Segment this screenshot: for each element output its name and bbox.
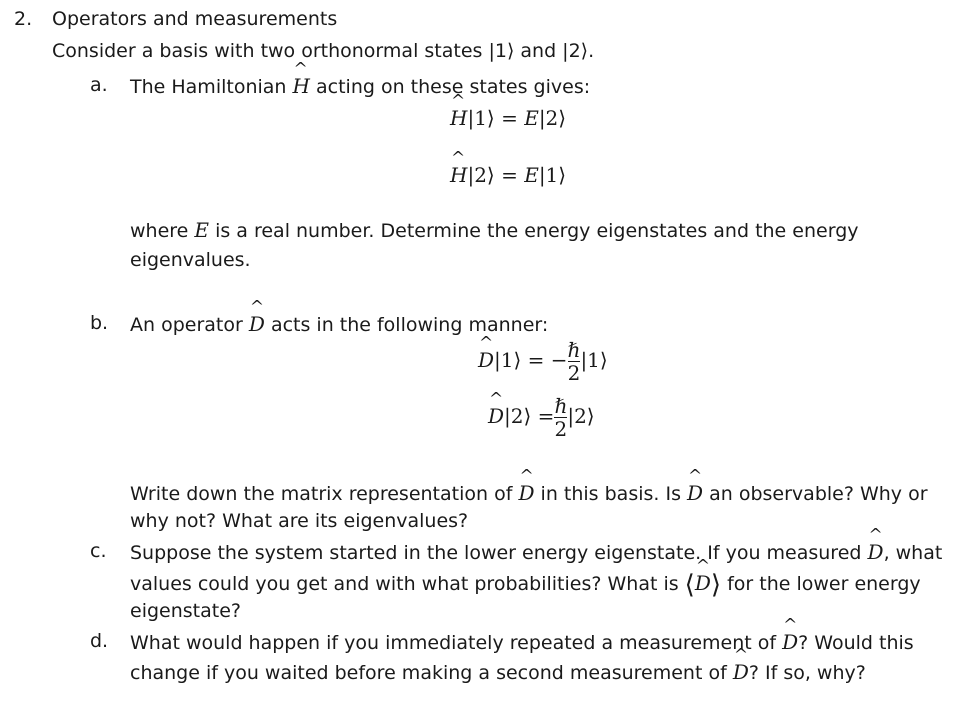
part-c-line-3: eigenstate? — [130, 600, 241, 622]
part-c-label: c. — [90, 540, 107, 562]
hbar-over-2-fraction: $\frac{\text{ℏ}}{2}$ — [554, 394, 568, 441]
d-operator-symbol: ^ D — [249, 312, 265, 336]
part-a-text-2: eigenvalues. — [130, 249, 251, 271]
part-b-label: b. — [90, 312, 109, 334]
equation-d2: ^ D|2⟩ = $\frac{\text{ℏ}}{2}$ |2⟩ — [488, 396, 595, 439]
problem-number: 2. — [14, 8, 33, 30]
energy-symbol: E — [194, 218, 210, 242]
part-b-question-1: Write down the matrix representation of ^ D in this basis. Is ^ D an observable? Why or — [130, 481, 928, 505]
problem-intro: Consider a basis with two orthonormal states |1⟩ and |2⟩. — [52, 40, 595, 62]
hbar-over-2-fraction: $\frac{\text{ℏ}}{2}$ — [567, 338, 581, 385]
part-d-label: d. — [90, 630, 109, 652]
equation-h2: ^ H|2⟩ = E|1⟩ — [450, 163, 566, 187]
hamiltonian-symbol: ^ H — [293, 74, 310, 98]
part-a-label: a. — [90, 74, 108, 96]
part-d-line-1: What would happen if you immediately repeated a measurement of ^ D? Would this — [130, 630, 914, 654]
part-b-lead: An operator ^ D acts in the following manner: — [130, 312, 548, 336]
part-b-question-2: why not? What are its eigenvalues? — [130, 510, 469, 532]
part-c-line-2: values could you get and with what probabilities? What is ⟨^ D⟩ for the lower energy — [130, 570, 921, 600]
part-a-lead: The Hamiltonian ^ H acting on these states gives: — [130, 74, 590, 98]
part-d-line-2: change if you waited before making a second measurement of ^ D? If so, why? — [130, 660, 866, 684]
part-c-line-1: Suppose the system started in the lower energy eigenstate. If you measured ^ D, what — [130, 540, 942, 564]
problem-title: Operators and measurements — [52, 8, 338, 30]
equation-d1: ^ D|1⟩ = − $\frac{\text{ℏ}}{2}$ |1⟩ — [478, 340, 608, 383]
equation-h1: ^ H|1⟩ = E|2⟩ — [450, 106, 566, 130]
part-a-text-1: where E is a real number. Determine the energy eigenstates and the energy — [130, 218, 859, 242]
